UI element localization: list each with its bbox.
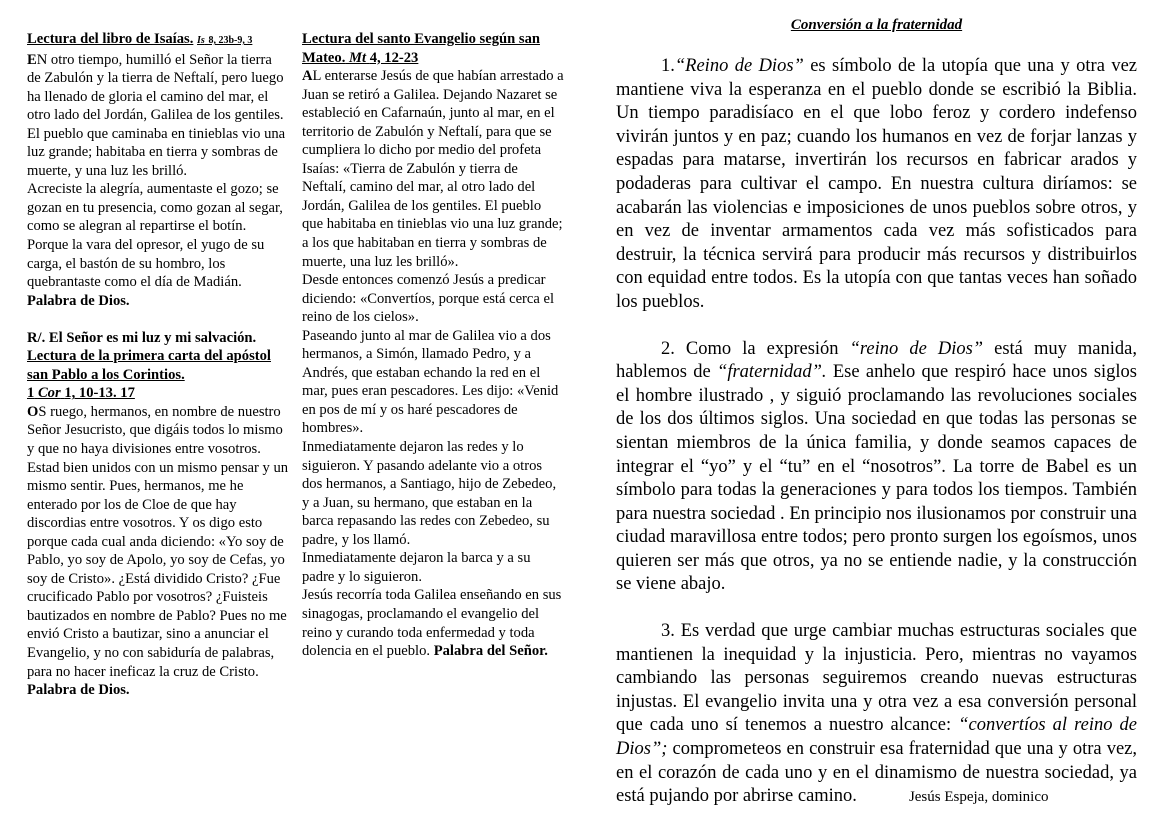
second-reading-title: Lectura de la primera carta del apóstol san Pablo a los Corintios. [27, 348, 271, 383]
paragraph-text: Ese anhelo que respiró hace unos siglos el hombre ilustrado , y siguió proclamando las revoluciones sociales de los dos últimos siglos. Una sociedad en que todas las personas se sientan miembros de la única familia, y donde seamos capaces de integrar el “yo” y el “tu” en el “nosotros”. La torre de Babel es un símbolo para todas la generaciones y para todos los tiempos. También para nuestra sociedad . En principio nos ilusionamos por construir una ciudad maravillosa entre todos; pero pronto surgen los egoísmos, unos quieren ser más que otros, ya no se entiende nadie, y la construcción se viene abajo. [616, 362, 1137, 595]
gospel-paragraph [302, 67, 564, 271]
commentary-paragraph-1 [616, 55, 1137, 315]
paragraph-text: comprometeos en construir esa fraternidad que una y otra vez, en el corazón de cada uno y en el dinamismo de nuestra sociedad, ya está pujando por abrirse camino. [616, 739, 1137, 807]
first-reading-closing: Palabra de Dios. [27, 292, 130, 309]
gospel-paragraph: Inmediatamente dejaron la barca y a su padre y lo siguieron. [302, 550, 531, 585]
gospel-paragraph: Inmediatamente dejaron las redes y lo siguieron. Y pasando adelante vio a otros dos hermanos, a Santiago, hijo de Zebedeo, y a Juan, su hermano, que estaban en la barca repasando las redes con Zebedeo, su padre, y los llamó. [302, 439, 557, 548]
paragraph-number: 1. [661, 56, 675, 76]
gospel-paragraph: Paseando junto al mar de Galilea vio a dos hermanos, a Simón, llamado Pedro, y a Andrés, que estaban echando la red en el mar, pues eran pescadores. Les dijo: «Venid en pos de mí y os haré pescadores de hombres». [302, 327, 559, 437]
paragraph-lead: 3. Es verdad que urge cambiar muchas estructuras sociales que mantienen la inequidad y la injusticia. Pero, mientras no vayamos cambiando las personas seguiremos creando nuevas estructuras injustas. El evangelio invita una y otra vez a esa conversión personal que cada uno sí tenemos a nuestro alcance: [616, 621, 1137, 736]
first-reading-heading [27, 30, 289, 51]
first-reading-text-2 [27, 180, 289, 310]
emphasis: “reino de Dios” [849, 338, 984, 359]
gospel-dropcap: A [302, 68, 313, 85]
first-reading-ref-book: Is [197, 35, 205, 46]
gospel-title: Lectura del santo Evangelio según san Mateo. [302, 31, 540, 66]
paragraph-mid: está muy manida, hablemos de [616, 338, 1137, 383]
commentary-title: Conversión a la fraternidad [790, 17, 963, 33]
second-reading-ref-book: Cor [37, 385, 61, 402]
first-reading-body: N otro tiempo, humilló el Señor la tierra de Zabulón y la tierra de Neftalí, pero luego ha llenado de gloria el camino del mar, el otro lado del Jordán, Galilea de los gentiles. El pueblo que caminaba en tinieblas vio una luz grande; habitaba en tierra y sombras de muerte, y una luz les brilló. [27, 51, 286, 179]
second-reading-closing: Palabra de Dios. [27, 682, 130, 699]
second-reading-heading [27, 347, 289, 403]
second-reading-dropcap: O [27, 403, 39, 420]
gospel-column [302, 30, 564, 661]
first-reading-body-2: Acreciste la alegría, aumentaste el gozo; se gozan en tu presencia, como gozan al segar, como se alegran al repartirse el botín. Porque la vara del opresor, el yugo de su carga, el bastón de su hombro, los quebrantaste como el día de Madián. [27, 181, 283, 291]
commentary-column [616, 15, 1137, 810]
emphasis: “Reino de Dios” [674, 56, 804, 76]
gospel-text-1: L enterarse Jesús de que habían arrestado a Juan se retiró a Galilea. Dejando Nazaret se estableció en Cafarnaún, junto al mar, en el territorio de Zabulón y Neftalí, para que se cumpliera lo dicho por medio del profeta Isaías: «Tierra de Zabulón y tierra de Neftalí, camino del mar, al otro lado del Jordán, Galilea de los gentiles. El pueblo que habitaba en tinieblas vio una luz grande; a los que habitaban en tierra y sombras de muerte, una luz les brilló». [302, 68, 564, 270]
first-reading-title: Lectura del libro de Isaías. [27, 31, 194, 47]
gospel-paragraph [302, 586, 564, 660]
gospel-heading [302, 30, 564, 67]
psalm-response: R/. El Señor es mi luz y mi salvación. [27, 329, 257, 346]
gospel-text-6: Jesús recorría toda Galilea enseñando en sus sinagogas, proclamando el evangelio del reino y curando toda enfermedad y toda dolencia en el pueblo. [302, 587, 562, 660]
first-reading-column [27, 30, 289, 700]
emphasis: “convertíos al reino de Dios”; [616, 715, 1137, 760]
first-reading-dropcap: E [27, 51, 37, 68]
gospel-paragraph: Desde entonces comenzó Jesús a predicar diciendo: «Convertíos, porque está cerca el reino de los cielos». [302, 272, 555, 326]
second-reading-ref-prefix: 1 [27, 385, 35, 402]
first-reading-ref-num: 8, 23b-9, 3 [208, 35, 253, 46]
gospel-ref-book: Mt [349, 49, 367, 66]
second-reading-body: S ruego, hermanos, en nombre de nuestro Señor Jesucristo, que digáis todos lo mismo y que no haya divisiones entre vosotros. Estad bien unidos con un mismo pensar y un mismo sentir. Pues, hermanos, me he enterado por los de Cloe de que hay discordias entre vosotros. Y os digo esto porque cada cual anda diciendo: «Yo soy de Pablo, yo soy de Apolo, yo soy de Cefas, yo soy de Cristo». ¿Está dividido Cristo? ¿Fue crucificado Pablo por vosotros? ¿Fuisteis bautizados en nombre de Pablo? Pues no me envió Cristo a bautizar, sino a anunciar el Evangelio, y no con sabiduría de palabras, para no hacer ineficaz la cruz de Cristo. [27, 403, 289, 680]
first-reading-text [27, 51, 289, 181]
paragraph-text: es símbolo de la utopía que una y otra vez mantiene viva la esperanza en el pueblo donde se escribió la Biblia. Un tiempo paradisíaco en el que lobo feroz y cordero indefenso vivirán juntos y en paz; cuando los humanos en vez de forjar lanzas y espadas para matarse, invertirán los recursos en fabricar arados y podaderas para cultivar el campo. En nuestra cultura diríamos: se acabarán las violencias e imposiciones de unos pueblos sobre otros, y en vez de inventar armamentos cada vez más sofisticados para destruir, la técnica servirá para producir más recursos y distribuirlos con equidad entre todos. Es la utopía con que tantas veces han soñado los pueblos. [616, 56, 1137, 312]
gospel-ref-num: 4, 12-23 [369, 49, 419, 66]
commentary-paragraph-3 [616, 620, 1137, 810]
gospel-closing: Palabra del Señor. [433, 643, 548, 660]
commentary-paragraph-2 [616, 338, 1137, 598]
second-reading-ref-num: 1, 10-13. 17 [64, 385, 135, 402]
paragraph-lead: 2. Como la expresión [661, 338, 850, 359]
second-reading-text [27, 403, 289, 681]
author-signature: Jesús Espeja, dominico [908, 789, 1049, 806]
emphasis: “fraternidad”. [717, 362, 827, 383]
